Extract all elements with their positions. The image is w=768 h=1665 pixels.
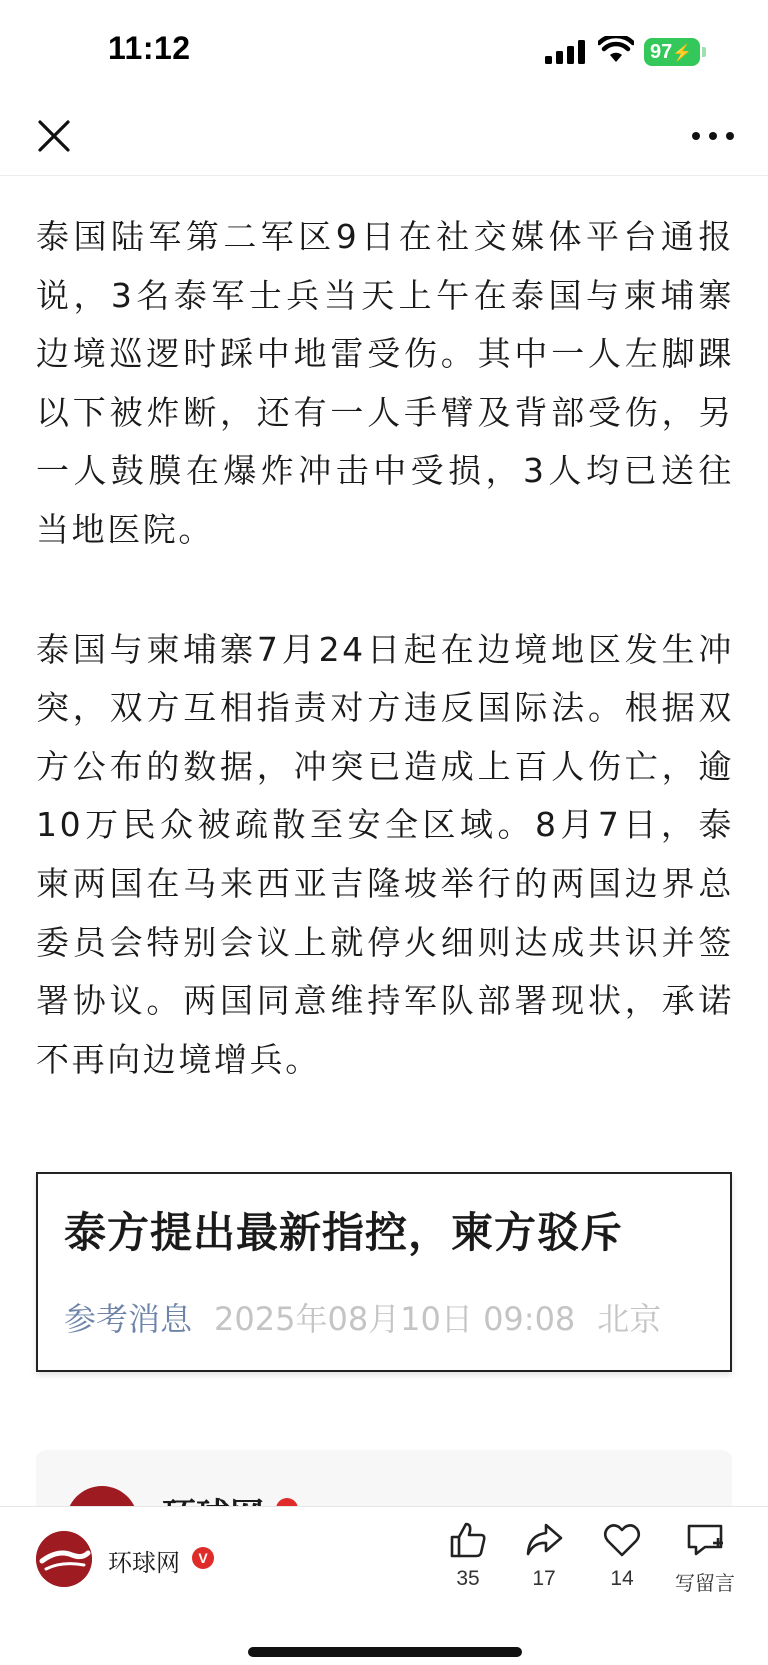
status-bar: [0, 0, 768, 100]
comment-add-icon: [685, 1521, 725, 1559]
write-comment-label: 写留言: [675, 1571, 735, 1595]
nav-bar: [0, 100, 768, 176]
status-time: 11:12: [108, 30, 191, 66]
wifi-icon: [598, 36, 634, 64]
publisher-logo[interactable]: [36, 1531, 92, 1587]
battery-level: 97: [650, 41, 673, 63]
related-article-date: 2025年08月10日 09:08: [214, 1300, 576, 1338]
cellular-signal-icon: [545, 40, 587, 64]
like-button[interactable]: [432, 1521, 504, 1611]
article-body: [36, 208, 734, 1089]
related-article-card[interactable]: [36, 1172, 732, 1372]
battery-indicator: [644, 38, 700, 66]
write-comment-button[interactable]: [660, 1521, 750, 1611]
bottom-action-bar: [0, 1506, 768, 1665]
thumbs-up-icon: [448, 1521, 488, 1559]
favorite-count: 14: [610, 1567, 634, 1590]
close-icon[interactable]: [34, 116, 74, 156]
globe-logo-icon: [36, 1531, 92, 1587]
related-article-source: 参考消息: [64, 1300, 193, 1338]
favorite-button[interactable]: [586, 1521, 658, 1611]
article-paragraph: 泰国陆军第二军区9日在社交媒体平台通报说，3名泰军士兵当天上午在泰国与柬埔寨边境巡逻时踩中地雷受伤。其中一人左脚踝以下被炸断，还有一人手臂及背部受伤，另一人鼓膜在爆炸冲击中受损，3人均已送往当地医院。: [36, 217, 734, 549]
article-paragraph: 泰国与柬埔寨7月24日起在边境地区发生冲突，双方互相指责对方违反国际法。根据双方公布的数据，冲突已造成上百人伤亡，逾10万民众被疏散至安全区域。8月7日，泰柬两国在马来西亚吉隆坡举行的两国边界总委员会特别会议上就停火细则达成共识并签署协议。两国同意维持军队部署现状，承诺不再向边境增兵。: [36, 629, 734, 1079]
share-count: 17: [532, 1567, 556, 1590]
home-indicator[interactable]: [248, 1647, 522, 1657]
share-button[interactable]: [508, 1521, 580, 1611]
verified-icon: V: [192, 1547, 214, 1569]
charging-bolt-icon: ⚡: [672, 45, 693, 62]
related-article-location: 北京: [597, 1300, 662, 1338]
like-count: 35: [456, 1567, 480, 1590]
related-article-title: 泰方提出最新指控，柬方驳斥: [64, 1208, 624, 1257]
more-dots-icon[interactable]: [690, 122, 736, 150]
publisher-name[interactable]: 环球网: [108, 1549, 180, 1577]
heart-icon: [602, 1521, 642, 1559]
related-article-meta: [64, 1294, 661, 1340]
battery-tip: [702, 47, 706, 57]
share-arrow-icon: [524, 1521, 564, 1559]
